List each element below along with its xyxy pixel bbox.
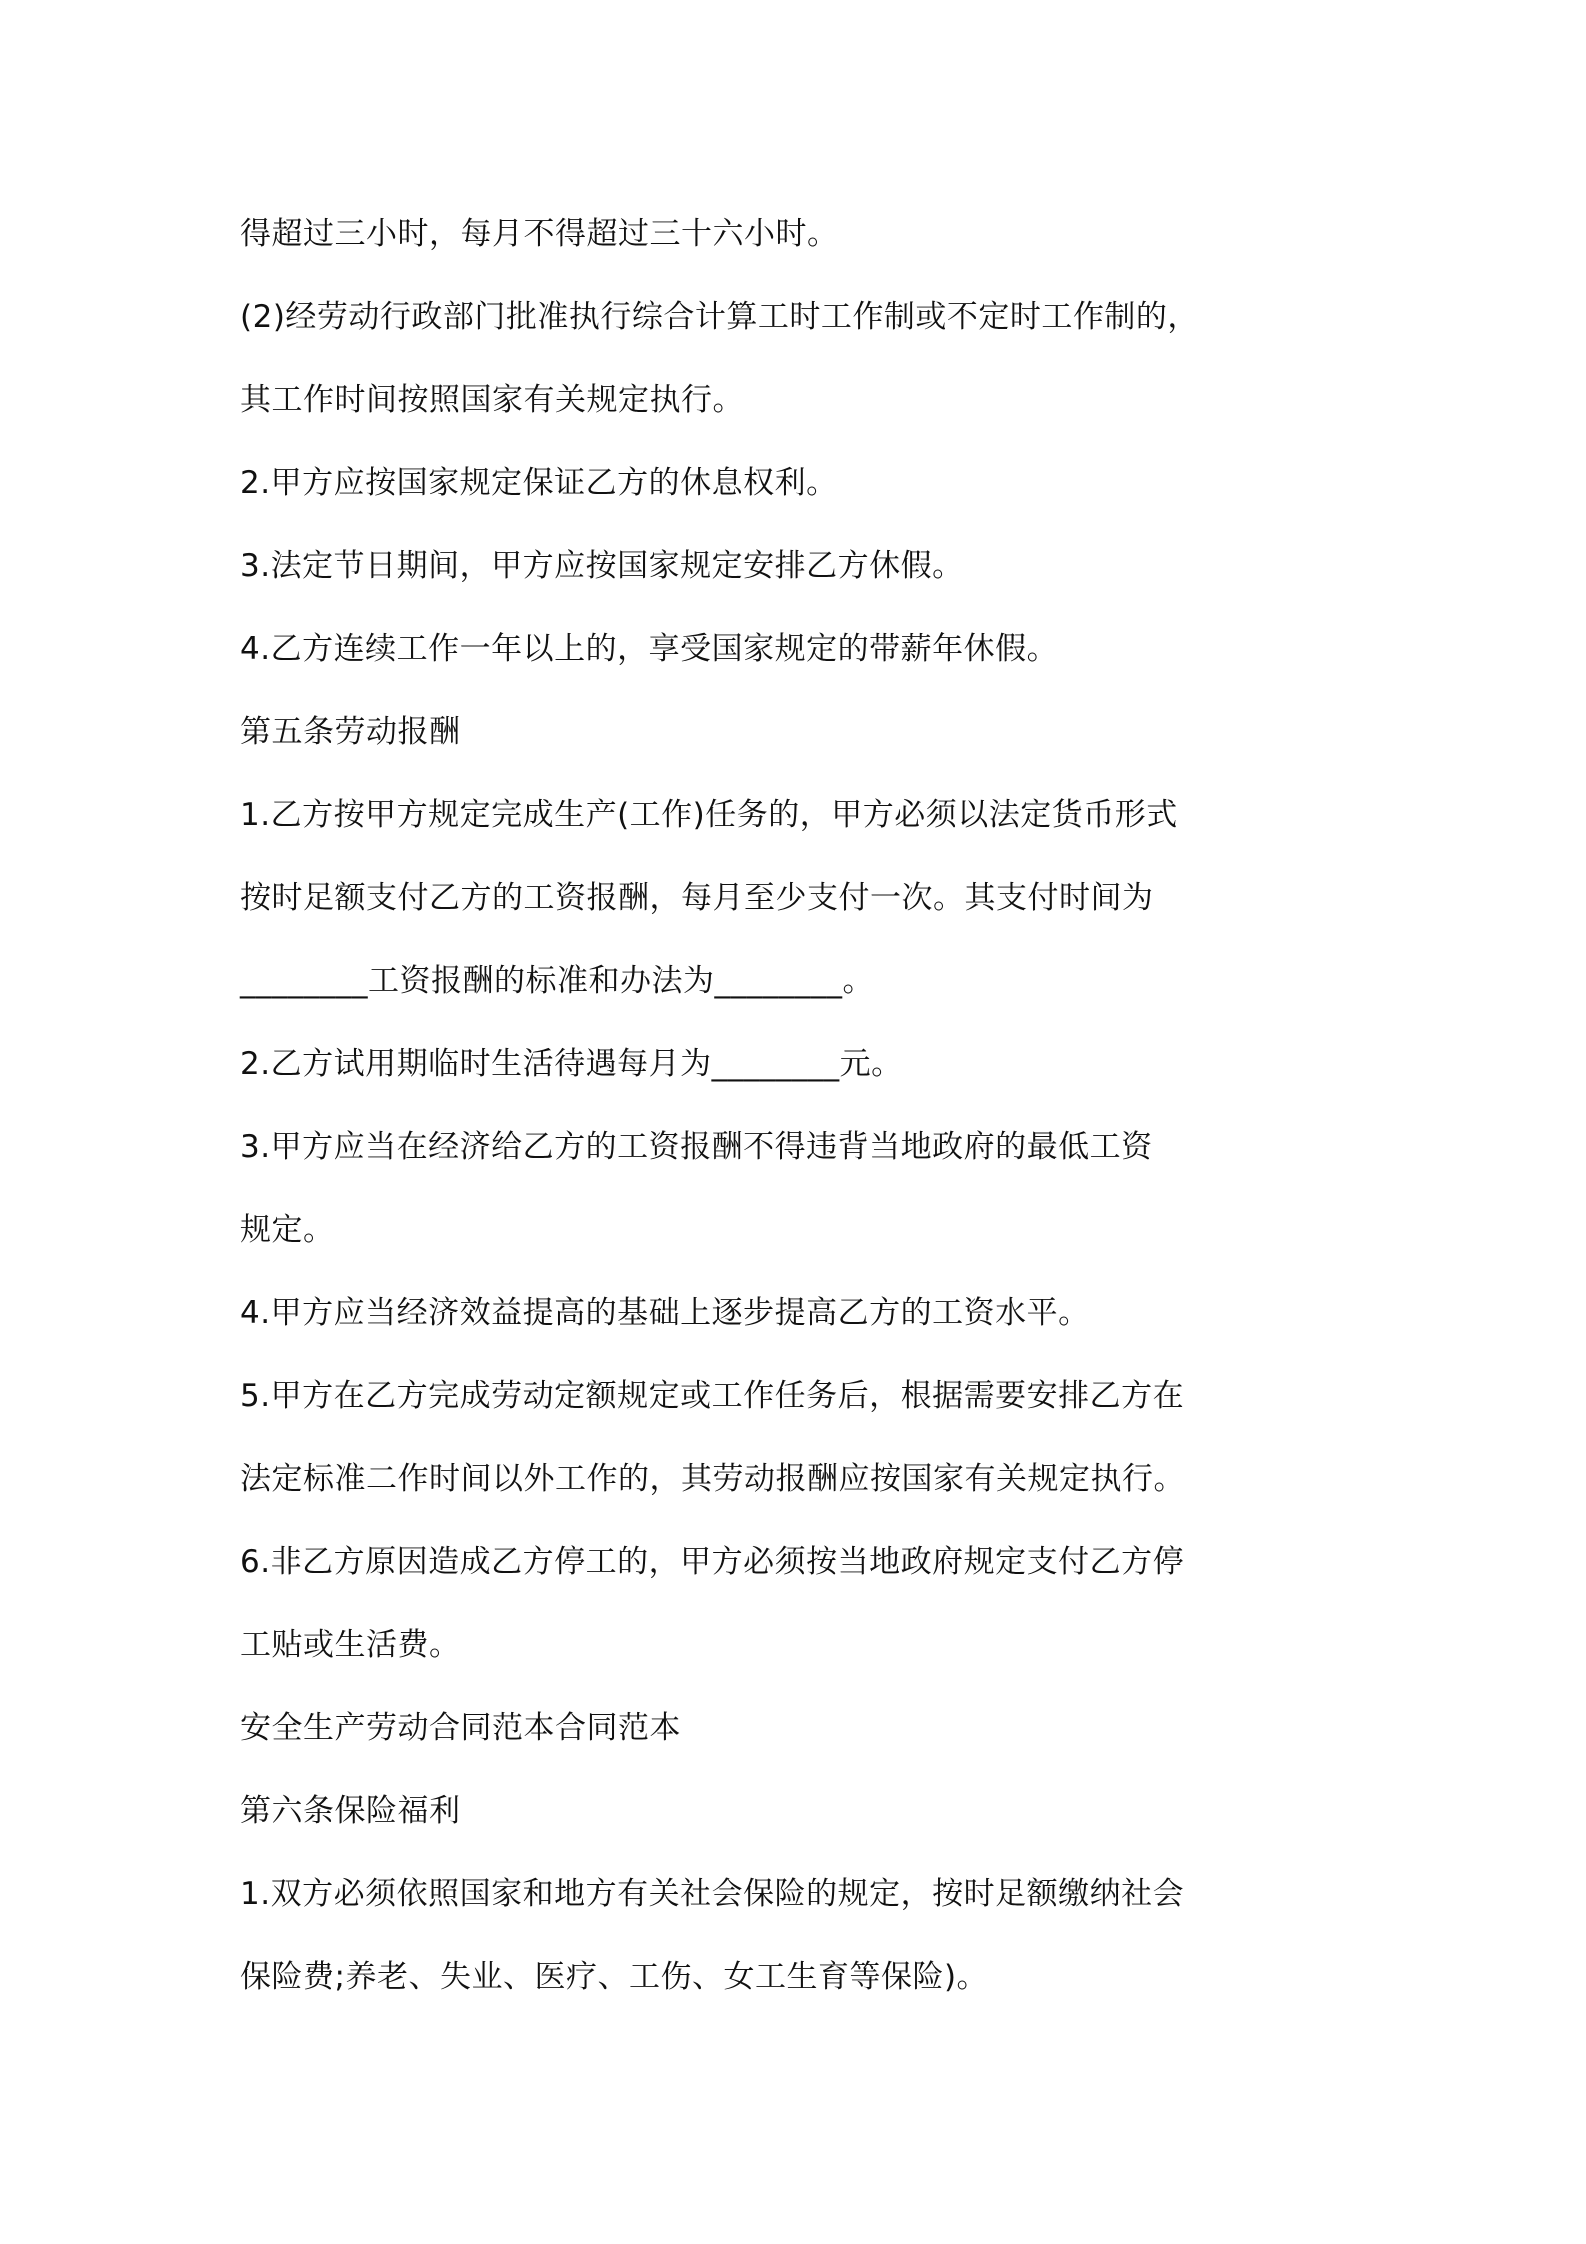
text-line: 1.双方必须依照国家和地方有关社会保险的规定，按时足额缴纳社会 [240,1876,1185,1912]
text-line: 工贴或生活费。 [240,1627,461,1663]
text-line: 法定标准二作时间以外工作的，其劳动报酬应按国家有关规定执行。 [240,1461,1185,1497]
text-line: 3.甲方应当在经济给乙方的工资报酬不得违背当地政府的最低工资 [240,1129,1153,1165]
text-line: 4.甲方应当经济效益提高的基础上逐步提高乙方的工资水平。 [240,1295,1090,1331]
text-line: 4.乙方连续工作一年以上的，享受国家规定的带薪年休假。 [240,631,1059,667]
section-heading: 安全生产劳动合同范本合同范本 [240,1710,681,1746]
section-heading: 第五条劳动报酬 [240,714,461,750]
text-line: (2)经劳动行政部门批准执行综合计算工时工作制或不定时工作制的， [240,299,1199,335]
section-heading: 第六条保险福利 [240,1793,461,1829]
text-line: 2.乙方试用期临时生活待遇每月为________元。 [240,1046,903,1082]
text-line: 6.非乙方原因造成乙方停工的，甲方必须按当地政府规定支付乙方停 [240,1544,1185,1580]
document-body [240,193,1370,2019]
text-line: 5.甲方在乙方完成劳动定额规定或工作任务后，根据需要安排乙方在 [240,1378,1185,1414]
text-line: 按时足额支付乙方的工资报酬，每月至少支付一次。其支付时间为 [240,880,1154,916]
text-line: 2.甲方应按国家规定保证乙方的休息权利。 [240,465,838,501]
text-line: 得超过三小时，每月不得超过三十六小时。 [240,216,839,252]
text-line: 保险费;养老、失业、医疗、工伤、女工生育等保险)。 [240,1959,989,1995]
text-line: 3.法定节日期间，甲方应按国家规定安排乙方休假。 [240,548,964,584]
text-line: 规定。 [240,1212,335,1248]
text-line: 其工作时间按照国家有关规定执行。 [240,382,744,418]
text-line: ________工资报酬的标准和办法为________。 [240,963,874,999]
text-line: 1.乙方按甲方规定完成生产(工作)任务的，甲方必须以法定货币形式 [240,797,1178,833]
